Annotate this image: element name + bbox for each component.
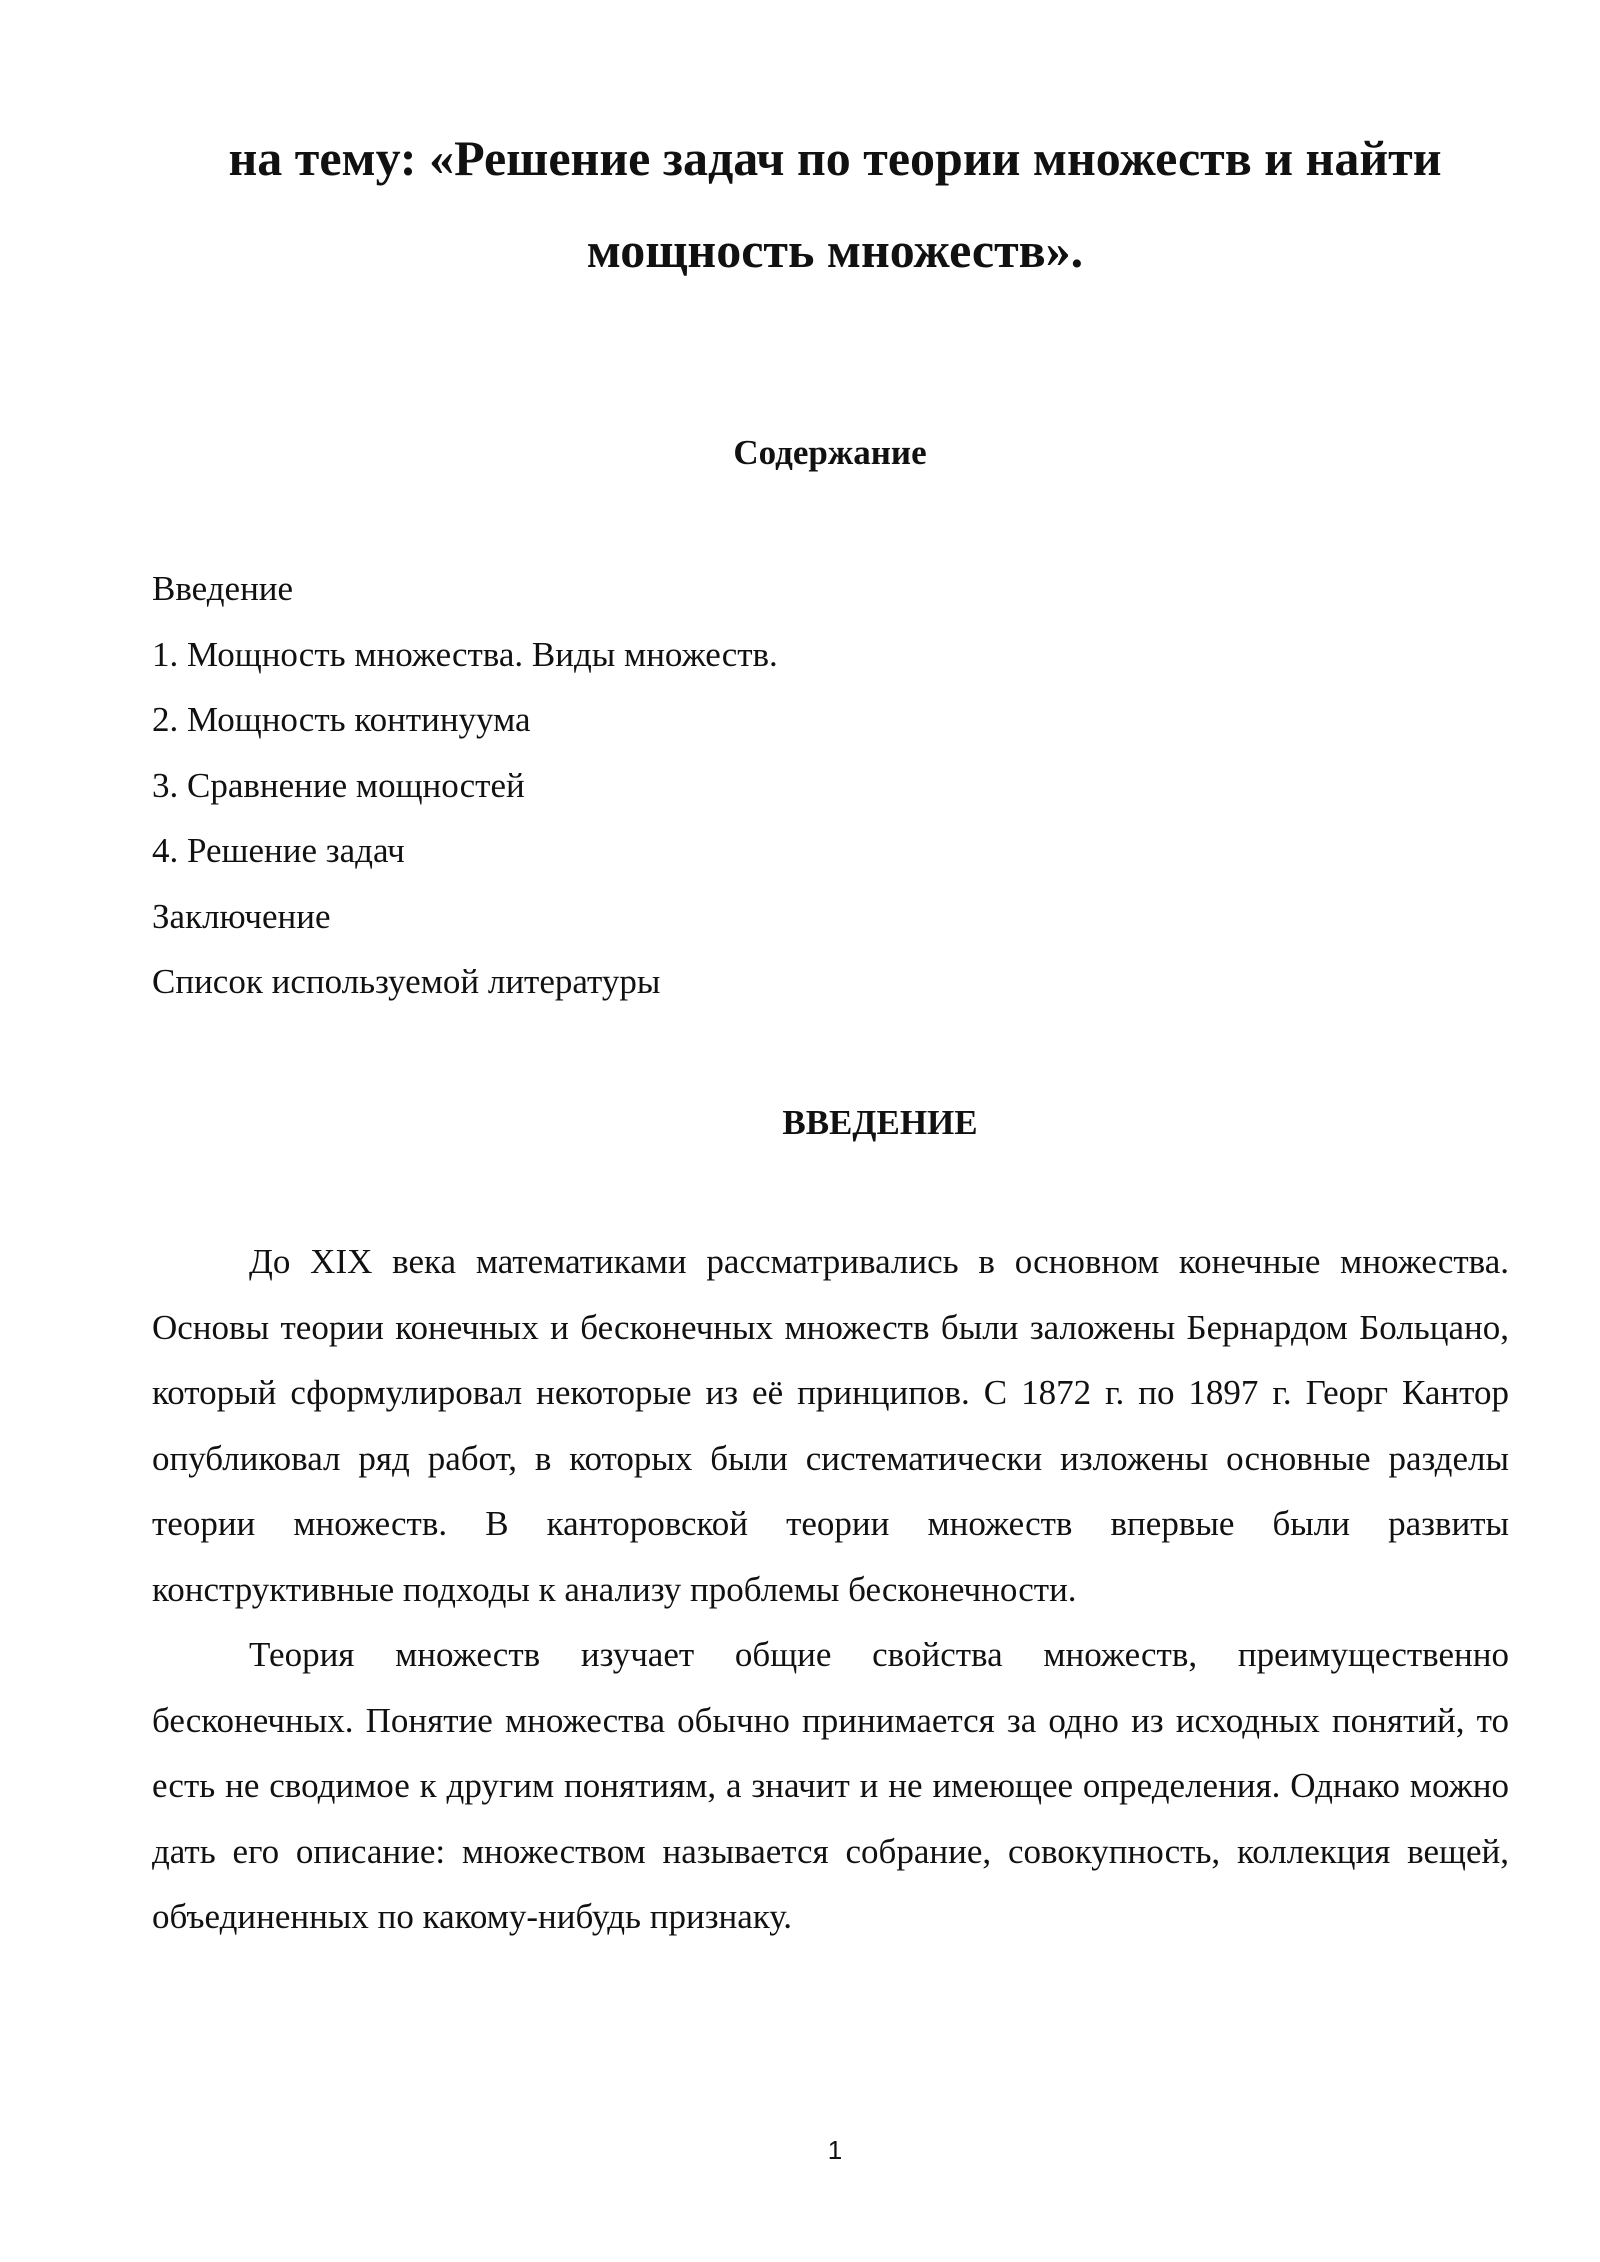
toc-item-comparison: 3. Сравнение мощностей — [152, 765, 525, 805]
toc-item-continuum: 2. Мощность континуума — [152, 700, 531, 739]
document-title: на тему: «Решение задач по теории множеств и найти мощность множеств». — [228, 130, 1442, 278]
toc-heading: Содержание — [733, 433, 927, 472]
page-number: 1 — [827, 2135, 843, 2165]
introduction-heading: ВВЕДЕНИЕ — [782, 1103, 978, 1142]
toc-item-bibliography: Список используемой литературы — [152, 962, 661, 1001]
toc-item-conclusion: Заключение — [152, 896, 331, 936]
paragraph: Теория множеств изучает общие свойства множеств, преимущественно бесконечных. Понятие множества обычно принимается за одно из исходных понятий, то есть не сводимое к другим понятиям, а значит и не имеющее определения. Однако можно дать его описание: множеством называется собрание, совокупность, коллекция вещей, объединенных по какому-нибудь признаку. — [152, 1635, 1509, 1936]
introduction-body — [152, 1229, 1509, 1950]
paragraph: До XIX века математиками рассматривались в основном конечные множества. Основы теории конечных и бесконечных множеств были заложены Бернардом Больцано, который сформулировал некоторые из её принципов. С 1872 г. по 1897 г. Георг Кантор опубликовал ряд работ, в которых были систематически изложены основные разделы теории множеств. В канторовской теории множеств впервые были развиты конструктивные подходы к анализу проблемы бесконечности. — [152, 1242, 1509, 1609]
toc-item-problems: 4. Решение задач — [152, 831, 405, 870]
toc-list — [152, 556, 778, 1015]
toc-item-set-cardinality: 1. Мощность множества. Виды множеств. — [152, 634, 778, 674]
toc-item-introduction: Введение — [152, 569, 294, 608]
